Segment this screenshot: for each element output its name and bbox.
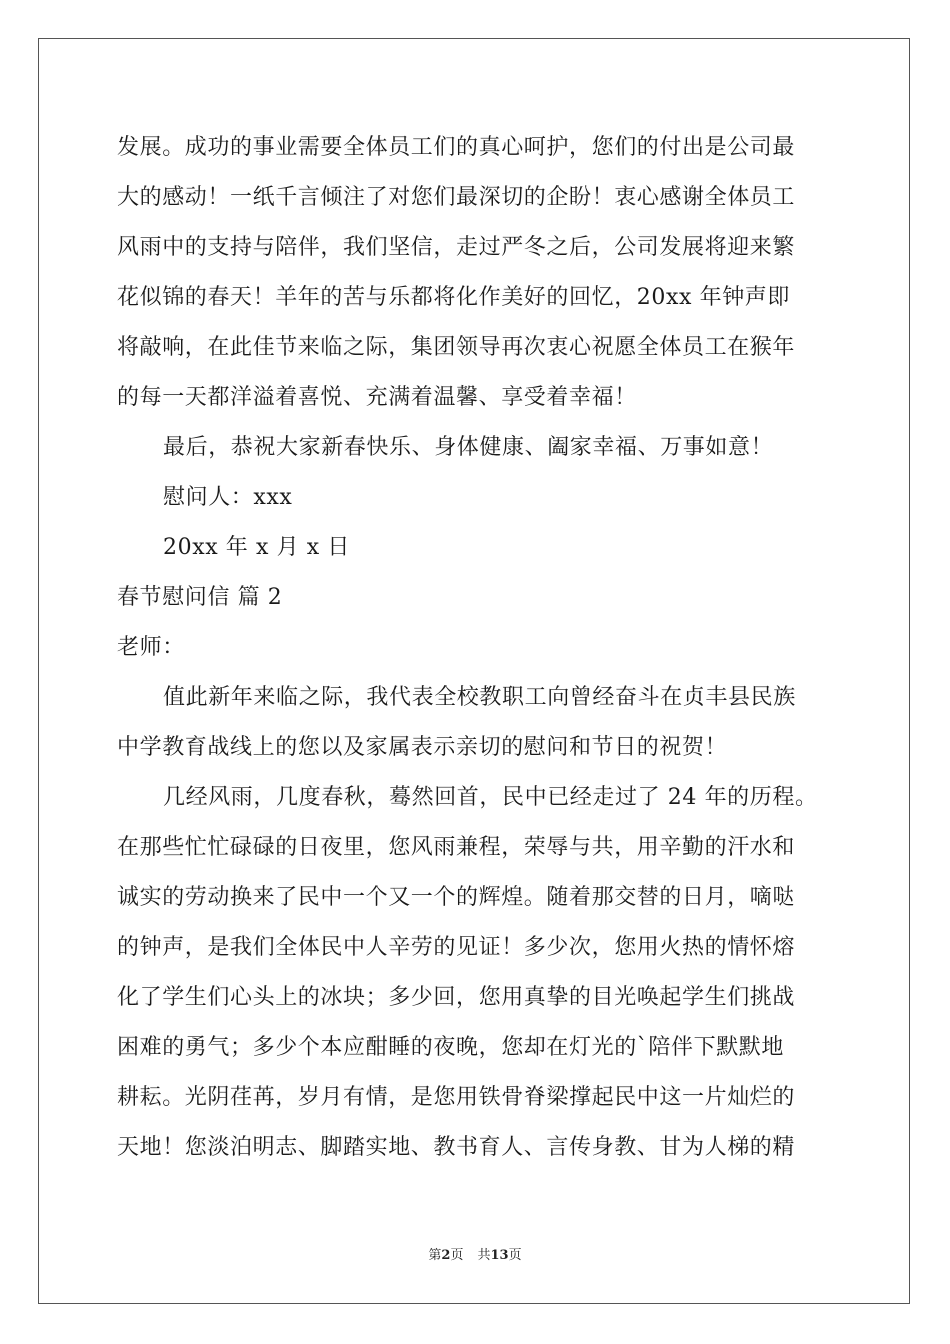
body-line: 大的感动！一纸千言倾注了对您们最深切的企盼！衷心感谢全体员工 [117,185,796,210]
page-border [38,38,910,1304]
signature-line: 慰问人：xxx [163,485,293,510]
total-pages: 13 [490,1248,509,1263]
page-prefix: 第 [428,1248,442,1263]
total-prefix: 共 [477,1248,491,1263]
body-line: 值此新年来临之际，我代表全校教职工向曾经奋斗在贞丰县民族 [163,685,796,710]
body-line: 天地！您淡泊明志、脚踏实地、教书育人、言传身教、甘为人梯的精 [117,1135,796,1160]
body-line: 在那些忙忙碌碌的日夜里，您风雨兼程，荣辱与共，用辛勤的汗水和 [117,835,796,860]
page-footer [0,1247,950,1265]
closing-wish: 最后，恭祝大家新春快乐、身体健康、阖家幸福、万事如意！ [163,435,774,460]
body-line: 的钟声，是我们全体民中人辛劳的见证！多少次，您用火热的情怀熔 [117,935,796,960]
total-suffix: 页 [508,1248,522,1263]
salutation: 老师： [117,635,185,660]
body-line: 发展。成功的事业需要全体员工们的真心呵护，您们的付出是公司最 [117,135,796,160]
body-line: 将敲响，在此佳节来临之际，集团领导再次衷心祝愿全体员工在猴年 [117,335,796,360]
section-heading: 春节慰问信 篇 2 [117,585,283,610]
body-line: 耕耘。光阴荏苒，岁月有情，是您用铁骨脊梁撑起民中这一片灿烂的 [117,1085,796,1110]
body-line: 化了学生们心头上的冰块；多少回，您用真挚的目光唤起学生们挑战 [117,985,796,1010]
page-number: 2 [441,1248,451,1263]
date-line: 20xx 年 x 月 x 日 [163,535,350,560]
body-line: 花似锦的春天！羊年的苦与乐都将化作美好的回忆，20xx 年钟声即 [117,285,791,310]
page-suffix: 页 [450,1248,464,1263]
body-line: 风雨中的支持与陪伴，我们坚信，走过严冬之后，公司发展将迎来繁 [117,235,796,260]
body-line: 的每一天都洋溢着喜悦、充满着温馨、享受着幸福！ [117,385,637,410]
body-line: 中学教育战线上的您以及家属表示亲切的慰问和节日的祝贺！ [117,735,728,760]
body-line: 几经风雨，几度春秋，蓦然回首，民中已经走过了 24 年的历程。 [163,785,818,810]
body-line: 困难的勇气；多少个本应酣睡的夜晚，您却在灯光的`陪伴下默默地 [117,1035,785,1060]
body-line: 诚实的劳动换来了民中一个又一个的辉煌。随着那交替的日月，嘀哒 [117,885,796,910]
